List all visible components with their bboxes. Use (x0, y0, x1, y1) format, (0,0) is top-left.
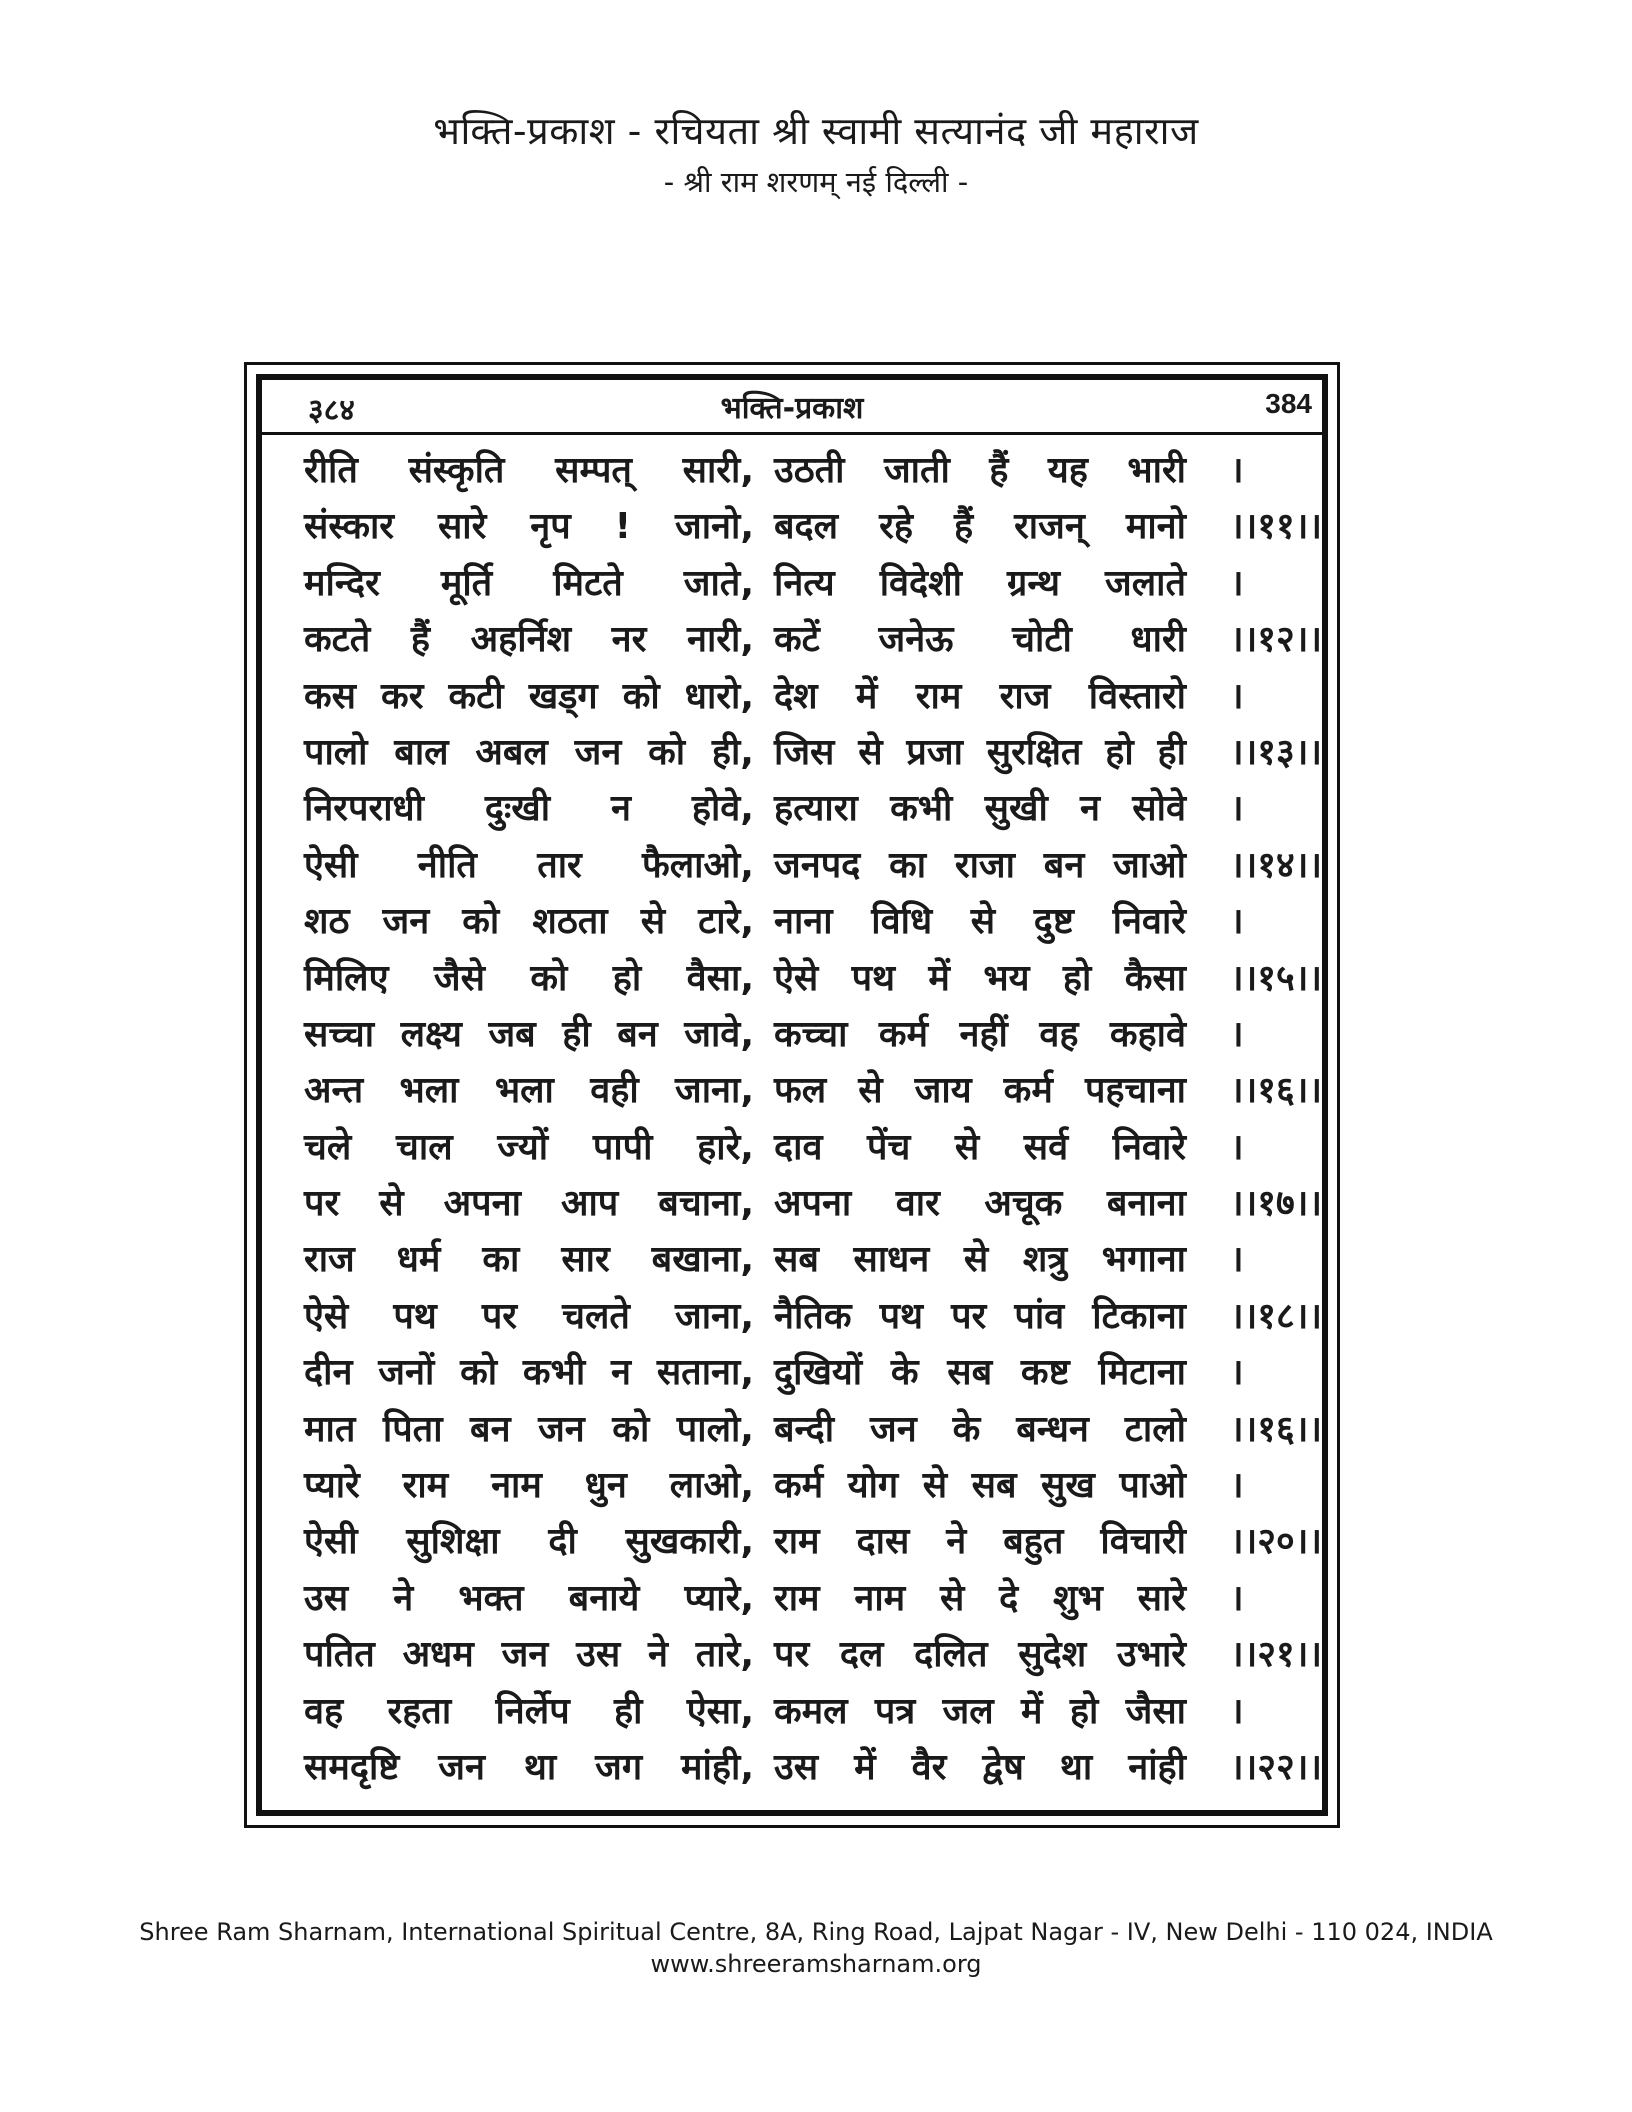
verse-marker: । (1230, 1239, 1244, 1281)
verse-first-half: मिलिए जैसे को हो वैसा, (304, 957, 754, 999)
page-header-subtitle: - श्री राम शरणम् नई दिल्ली - (663, 165, 969, 199)
verse-line (304, 444, 1324, 500)
verse-first-half: मन्दिर मूर्ति मिटते जाते, (304, 562, 754, 604)
verse-first-half: चले चाल ज्यों पापी हारे, (304, 1126, 754, 1168)
verse-first-half: निरपराधी दुःखी न होवे, (304, 788, 754, 830)
verse-line (304, 1346, 1324, 1402)
verse-first-half: सच्चा लक्ष्य जब ही बन जावे, (304, 1013, 754, 1055)
verse-marker: ।।११।। (1230, 506, 1323, 548)
verse-first-half: पतित अधम जन उस ने तारे, (304, 1634, 754, 1676)
verse-line (304, 782, 1324, 838)
verse-marker: ।।१३।। (1230, 731, 1323, 773)
verse-second-half: ऐसे पथ में भय हो कैसा (774, 957, 1186, 999)
verse-second-half: राम नाम से दे शुभ सारे (774, 1577, 1186, 1619)
page-number-devanagari: ३८४ (308, 393, 355, 428)
verse-first-half: पालो बाल अबल जन को ही, (304, 731, 754, 773)
book-page-inner-border (256, 374, 1328, 1816)
verse-second-half: उस में वैर द्वेष था नांही (774, 1746, 1186, 1788)
verse-marker: । (1230, 1013, 1244, 1055)
verse-line (304, 1685, 1324, 1741)
verse-line (304, 1121, 1324, 1177)
running-head (262, 380, 1322, 435)
verse-first-half: शठ जन को शठता से टारे, (304, 901, 754, 943)
verse-marker: । (1230, 562, 1244, 604)
verse-second-half: अपना वार अचूक बनाना (774, 1183, 1186, 1225)
verse-second-half: नित्य विदेशी ग्रन्थ जलाते (774, 562, 1186, 604)
verse-line (304, 500, 1324, 556)
verse-marker: । (1230, 901, 1244, 943)
book-page-frame (244, 362, 1340, 1828)
verse-second-half: नैतिक पथ पर पांव टिकाना (774, 1295, 1186, 1337)
verse-line (304, 670, 1324, 726)
verse-line (304, 1233, 1324, 1289)
verse-line (304, 1177, 1324, 1233)
verse-marker: ।।२०।। (1230, 1521, 1323, 1563)
verse-line (304, 1459, 1324, 1515)
verse-marker: । (1230, 450, 1244, 491)
verse-line (304, 1008, 1324, 1064)
verse-line (304, 1741, 1324, 1797)
verse-second-half: राम दास ने बहुत विचारी (774, 1521, 1186, 1563)
verse-first-half: राज धर्म का सार बखाना, (304, 1239, 754, 1281)
verse-first-half: दीन जनों को कभी न सताना, (304, 1352, 754, 1394)
verse-marker: । (1230, 1690, 1244, 1732)
verse-marker: । (1230, 675, 1244, 717)
verse-marker: ।।१५।। (1230, 957, 1323, 999)
verse-second-half: उठती जाती हैं यह भारी (774, 450, 1186, 491)
verse-first-half: ऐसे पथ पर चलते जाना, (304, 1295, 754, 1337)
verse-second-half: कर्म योग से सब सुख पाओ (774, 1465, 1186, 1507)
verse-marker: ।।१७।। (1230, 1183, 1323, 1225)
verse-line (304, 613, 1324, 669)
verse-line (304, 1515, 1324, 1571)
verse-first-half: ऐसी नीति तार फैलाओ, (304, 844, 754, 886)
verse-marker: । (1230, 1577, 1244, 1619)
verse-second-half: कमल पत्र जल में हो जैसा (774, 1690, 1186, 1732)
verse-first-half: रीति संस्कृति सम्पत् सारी, (304, 450, 754, 491)
verse-marker: । (1230, 1465, 1244, 1507)
verse-line (304, 839, 1324, 895)
verse-marker: ।।१२।। (1230, 619, 1323, 661)
verse-second-half: दुखियों के सब कष्ट मिटाना (774, 1352, 1186, 1394)
verse-marker: । (1230, 788, 1244, 830)
verse-second-half: फल से जाय कर्म पहचाना (774, 1070, 1186, 1112)
verse-first-half: कटते हैं अहर्निश नर नारी, (304, 619, 754, 661)
verse-second-half: सब साधन से शत्रु भगाना (774, 1239, 1186, 1281)
verse-first-half: ऐसी सुशिक्षा दी सुखकारी, (304, 1521, 754, 1563)
verse-first-half: संस्कार सारे नृप ! जानो, (304, 506, 754, 548)
verse-marker: ।।१६।। (1230, 1070, 1323, 1112)
verse-first-half: पर से अपना आप बचाना, (304, 1183, 754, 1225)
page-number: 384 (1265, 388, 1312, 419)
verse-list (304, 444, 1324, 1797)
verse-second-half: देश में राम राज विस्तारो (774, 675, 1186, 717)
verse-line (304, 1628, 1324, 1684)
verse-first-half: मात पिता बन जन को पालो, (304, 1408, 754, 1450)
verse-line (304, 952, 1324, 1008)
running-head-title: भक्ति-प्रकाश (720, 391, 864, 426)
verse-line (304, 1064, 1324, 1120)
verse-second-half: बदल रहे हैं राजन् मानो (774, 506, 1186, 548)
verse-second-half: हत्यारा कभी सुखी न सोवे (774, 788, 1186, 830)
verse-first-half: समदृष्टि जन था जग मांही, (304, 1746, 754, 1788)
verse-second-half: जिस से प्रजा सुरक्षित हो ही (774, 731, 1186, 773)
verse-line (304, 1290, 1324, 1346)
verse-first-half: प्यारे राम नाम धुन लाओ, (304, 1465, 754, 1507)
verse-line (304, 1403, 1324, 1459)
verse-first-half: वह रहता निर्लेप ही ऐसा, (304, 1690, 754, 1732)
footer-website: www.shreeramsharnam.org (650, 1950, 982, 1978)
verse-marker: ।।२१।। (1230, 1634, 1323, 1676)
verse-first-half: कस कर कटी खड्ग को धारो, (304, 675, 754, 717)
verse-line (304, 726, 1324, 782)
footer-address: Shree Ram Sharnam, International Spiritual Centre, 8A, Ring Road, Lajpat Nagar - IV, New Delhi - 110 024, INDIA (139, 1918, 1493, 1946)
verse-second-half: दाव पेंच से सर्व निवारे (774, 1126, 1186, 1168)
verse-line (304, 895, 1324, 951)
verse-marker: ।।१६।। (1230, 1408, 1323, 1450)
verse-second-half: पर दल दलित सुदेश उभारे (774, 1634, 1186, 1676)
page-header-title: भक्ति-प्रकाश - रचियता श्री स्वामी सत्यानंद जी महाराज (433, 109, 1199, 153)
verse-second-half: बन्दी जन के बन्धन टालो (774, 1408, 1186, 1450)
verse-marker: ।।१४।। (1230, 844, 1323, 886)
verse-line (304, 557, 1324, 613)
verse-marker: ।।२२।। (1230, 1746, 1323, 1788)
verse-line (304, 1572, 1324, 1628)
verse-second-half: जनपद का राजा बन जाओ (774, 844, 1186, 886)
verse-first-half: उस ने भक्त बनाये प्यारे, (304, 1577, 754, 1619)
verse-first-half: अन्त भला भला वही जाना, (304, 1070, 754, 1112)
verse-second-half: नाना विधि से दुष्ट निवारे (774, 901, 1186, 943)
verse-second-half: कच्चा कर्म नहीं वह कहावे (774, 1013, 1186, 1055)
verse-marker: । (1230, 1352, 1244, 1394)
verse-marker: । (1230, 1126, 1244, 1168)
verse-marker: ।।१८।। (1230, 1295, 1323, 1337)
verse-second-half: कटें जनेऊ चोटी धारी (774, 619, 1186, 661)
